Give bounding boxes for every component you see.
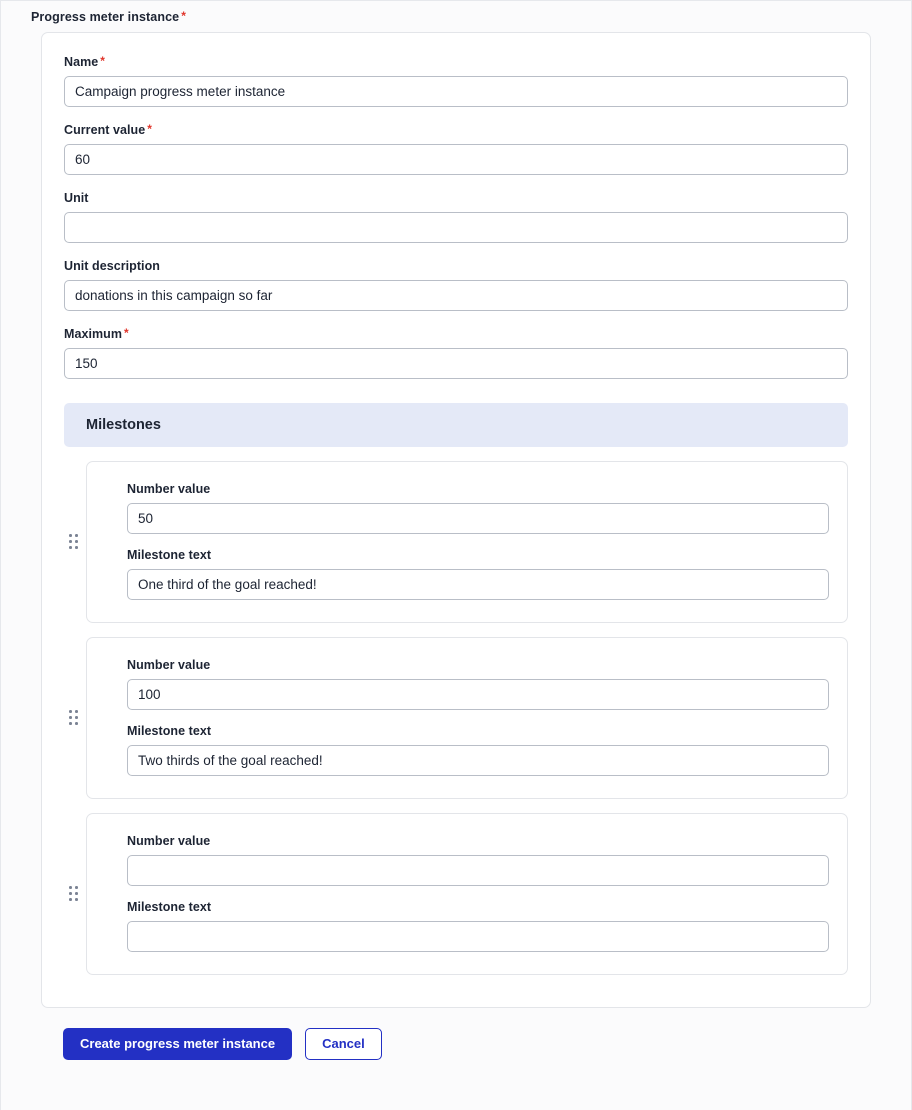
milestone-number-label: Number value [127,834,211,848]
field-label-unit-description [64,259,848,273]
milestone-text-input[interactable] [127,921,829,952]
field-unit-description [64,259,848,311]
maximum-input[interactable] [64,348,848,379]
milestone-text-field [127,724,829,776]
progress-meter-card [41,32,871,1008]
milestone-number-input[interactable] [127,855,829,886]
milestone-fields [107,658,829,776]
unit-description-input[interactable] [64,280,848,311]
field-label-maximum [64,327,848,341]
milestone-text-input[interactable] [127,745,829,776]
milestone-text-field [127,900,829,952]
milestone-number-label: Number value [127,658,211,672]
milestones-section-header [64,403,848,447]
field-label-current-value-text: Current value [64,123,146,137]
top-divider [1,0,911,1]
milestone-text-input[interactable] [127,569,829,600]
cancel-button[interactable]: Cancel [305,1028,382,1060]
field-unit [64,191,848,243]
milestone-number-input[interactable] [127,503,829,534]
milestone-text-label: Milestone text [127,724,212,738]
milestones-title: Milestones [86,417,161,433]
milestone-item [86,461,848,623]
drag-handle-icon[interactable] [67,884,81,904]
name-input[interactable] [64,76,848,107]
field-label-current-value [64,123,848,137]
milestone-item [86,813,848,975]
milestone-item [86,637,848,799]
drag-handle-icon[interactable] [67,532,81,552]
milestone-text-label: Milestone text [127,900,212,914]
milestone-text-field [127,548,829,600]
milestone-number-field [127,834,829,886]
form-legend [19,0,893,32]
field-name [64,55,848,107]
form-legend-text: Progress meter instance [31,10,180,24]
field-label-unit-text: Unit [64,191,89,205]
field-label-unit [64,191,848,205]
create-progress-meter-instance-button[interactable]: Create progress meter instance [63,1028,292,1060]
milestone-number-input[interactable] [127,679,829,710]
field-label-unit-description-text: Unit description [64,259,160,273]
milestone-number-field [127,482,829,534]
field-label-name-text: Name [64,55,99,69]
required-marker: * [100,54,105,68]
current-value-input[interactable] [64,144,848,175]
required-marker: * [181,9,186,23]
field-current-value [64,123,848,175]
unit-input[interactable] [64,212,848,243]
milestone-text-label: Milestone text [127,548,212,562]
milestone-number-field [127,658,829,710]
milestone-fields [107,482,829,600]
required-marker: * [147,122,152,136]
milestone-fields [107,834,829,952]
required-marker: * [124,326,129,340]
drag-handle-icon[interactable] [67,708,81,728]
field-label-maximum-text: Maximum [64,327,123,341]
milestone-number-label: Number value [127,482,211,496]
field-label-name [64,55,848,69]
field-maximum [64,327,848,379]
form-actions [63,1028,893,1060]
